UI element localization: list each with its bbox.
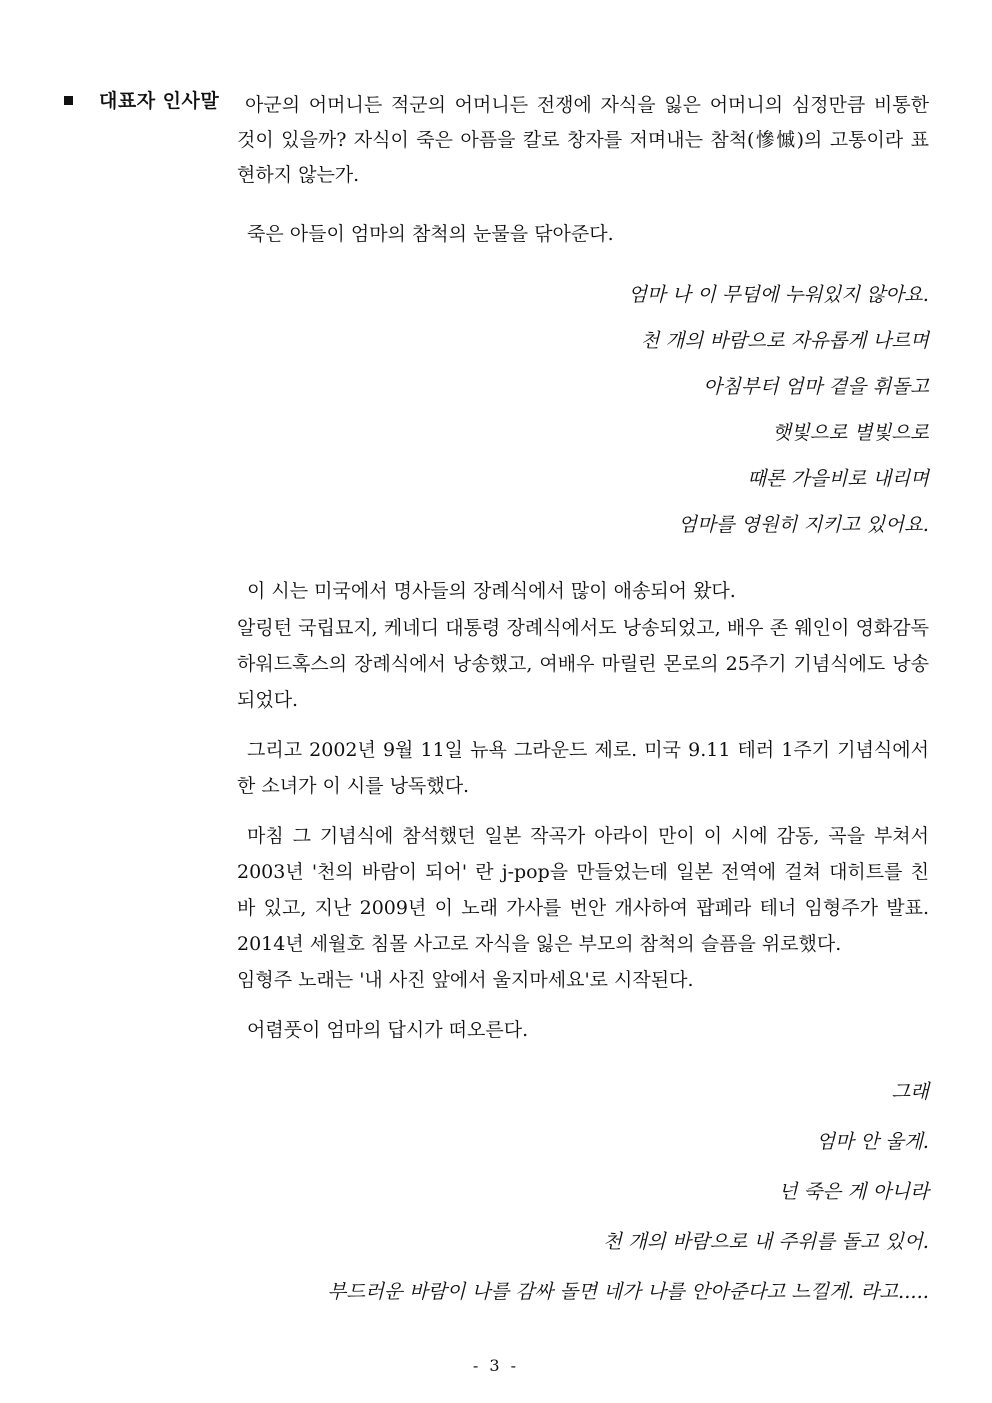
para-1-first-line: 이 시는 미국에서 명사들의 장례식에서 많이 애송되어 왔다. [247,580,736,602]
poem-1-line: 천 개의 바람으로 자유롭게 나르며 [640,329,929,352]
page-number: - 3 - [472,1356,520,1375]
para-3: 마침 그 기념식에 참석했던 일본 작곡가 아라이 만이 이 시에 감동, 곡을 부쳐서 2003년 '천의 바람이 되어' 란 j-pop을 만들었는데 일본 전역에 걸쳐 대히트를 친 바 있고, 지난 2009년 이 노래 가사를 번안 개사하여 팝페라 테너 임형주가 발표. 2014년 세월호 침몰 사고로 자식을 잃은 부모의 참척의 슬픔을 위로했다. [237,825,929,955]
para-1-body: 알링턴 국립묘지, 케네디 대통령 장례식에서도 낭송되었고, 배우 존 웨인이 영화감독 하워드혹스의 장례식에서 낭송했고, 여배우 마릴린 몬로의 25주기 기념식에도 낭송되었다. [237,617,929,711]
intro-paragraph: 아군의 어머니든 적군의 어머니든 전쟁에 자식을 잃은 어머니의 심정만큼 비통한 것이 있을까? 자식이 죽은 아픔을 칼로 창자를 저며내는 참척(慘慽)의 고통이라 표현하지 않는가. [237,94,929,186]
poem-2-line: 천 개의 바람으로 내 주위를 돌고 있어. [603,1230,929,1253]
lead-line-1: 죽은 아들이 엄마의 참척의 눈물을 닦아준다. [247,223,614,245]
poem-2-line: 그래 [891,1080,929,1103]
poem-1 [229,277,929,553]
bullet-icon [64,96,73,105]
lead-line-2: 어렴풋이 엄마의 답시가 떠오른다. [247,1019,529,1041]
poem-1-line: 햇빛으로 별빛으로 [772,421,929,444]
para-2: 그리고 2002년 9월 11일 뉴욕 그라운드 제로. 미국 9.11 테러 1주기 기념식에서 한 소녀가 이 시를 낭독했다. [237,739,929,797]
poem-1-line: 엄마를 영원히 지키고 있어요. [678,513,929,536]
poem-1-line: 아침부터 엄마 곁을 휘돌고 [703,375,929,398]
poem-2-line: 넌 죽은 게 아니라 [778,1180,929,1203]
poem-1-line: 엄마 나 이 무덤에 누워있지 않아요. [628,283,929,306]
poem-1-line: 때론 가을비로 내리며 [747,467,929,490]
para-3-last-line: 임형주 노래는 '내 사진 앞에서 울지마세요'로 시작된다. [237,969,694,991]
poem-2 [129,1074,929,1324]
poem-2-line: 엄마 안 울게. [816,1130,929,1153]
section-heading [64,86,219,113]
section-title: 대표자 인사말 [99,90,220,112]
poem-2-line: 부드러운 바람이 나를 감싸 돌면 네가 나를 안아준다고 느낄게. 라고..... [327,1280,929,1303]
